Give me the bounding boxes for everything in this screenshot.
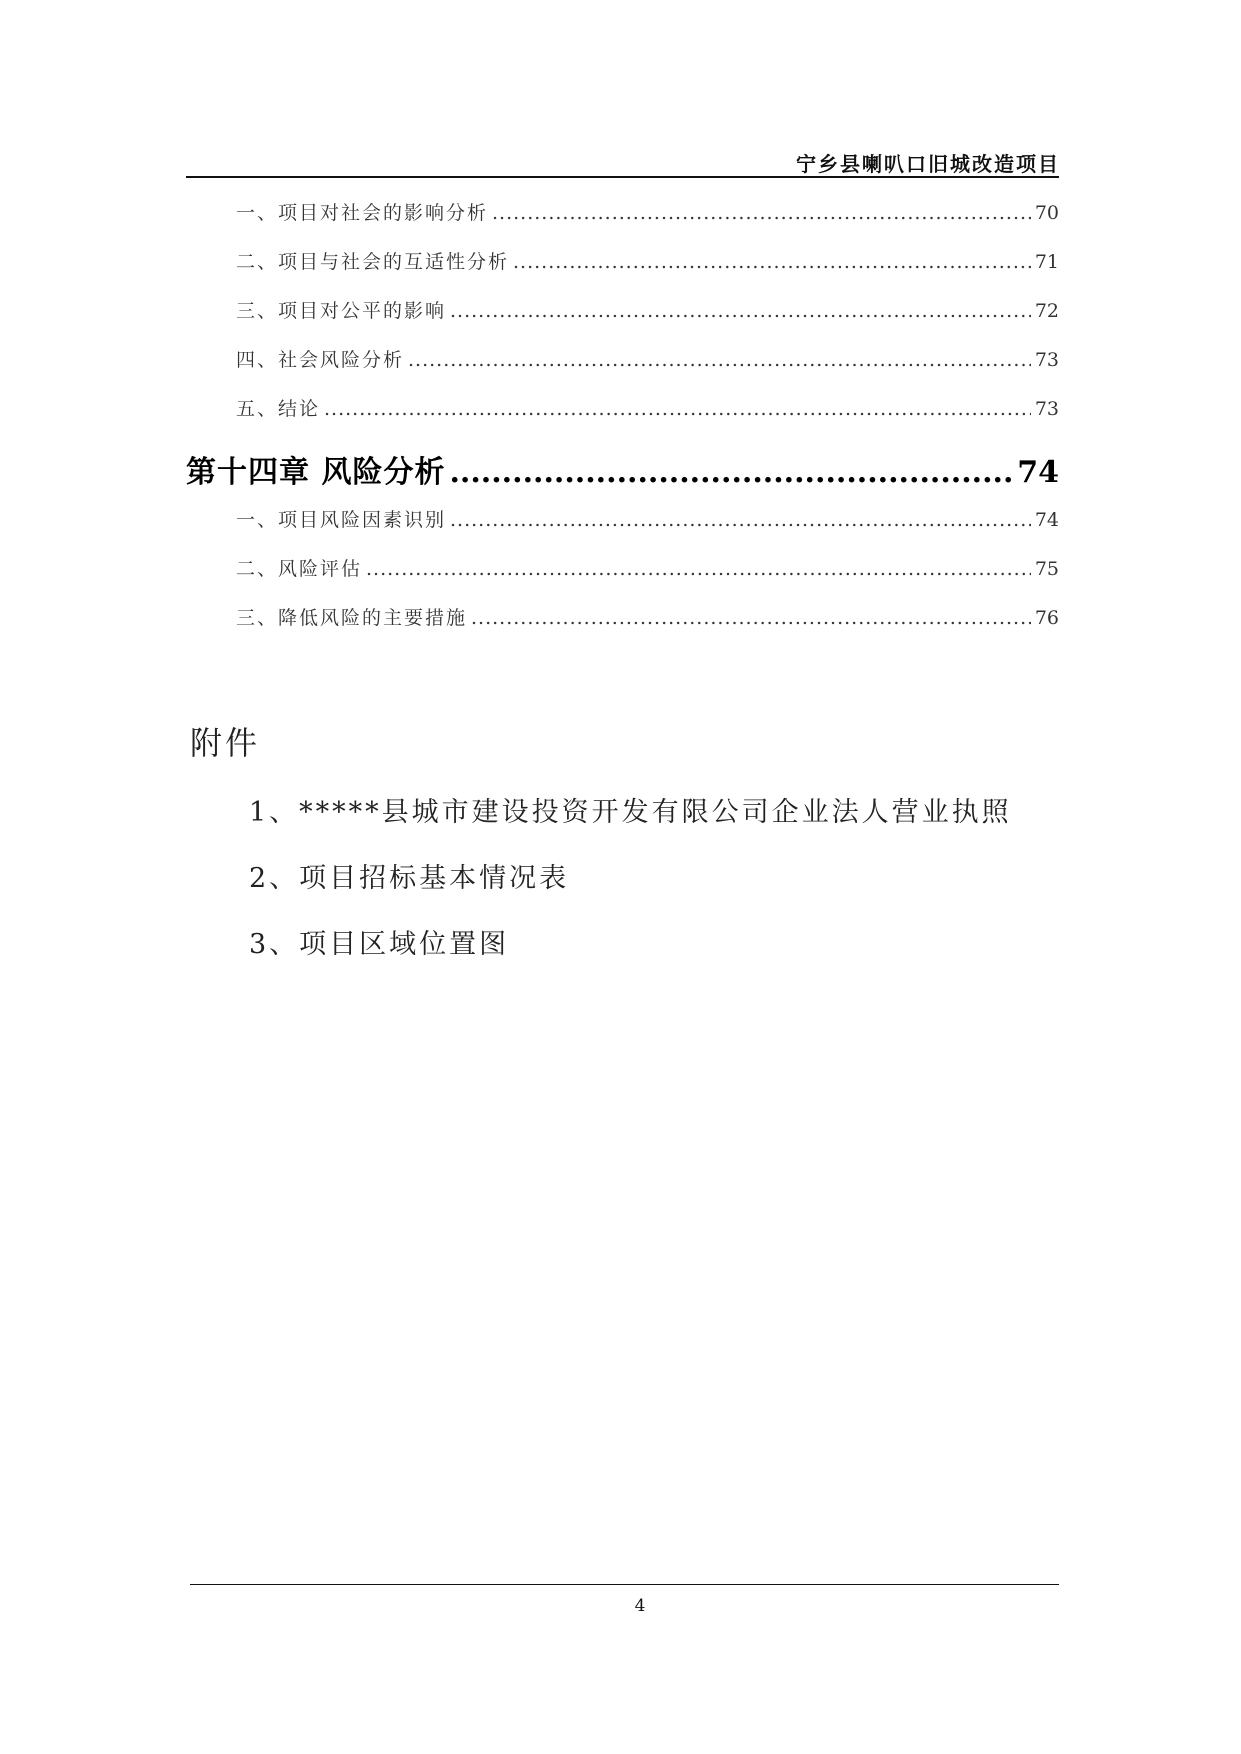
toc-entry-page: 73 <box>1034 398 1059 420</box>
table-of-contents <box>186 198 1059 652</box>
toc-leader-dots <box>449 455 1013 490</box>
toc-entry-page: 76 <box>1034 607 1059 629</box>
toc-entry[interactable] <box>186 505 1059 554</box>
toc-entry[interactable] <box>186 394 1059 443</box>
toc-entry-label: 二、风险评估 <box>236 558 363 580</box>
appendix-item: 3、项目区域位置图 <box>249 929 510 960</box>
toc-entry-label: 五、结论 <box>236 398 321 420</box>
running-header-title: 宁乡县喇叭口旧城改造项目 <box>796 152 1060 176</box>
toc-leader-dots <box>408 349 1031 371</box>
appendix-item: 2、项目招标基本情况表 <box>249 863 570 894</box>
toc-entry-label: 四、社会风险分析 <box>236 349 405 371</box>
toc-leader-dots <box>366 558 1031 580</box>
toc-entry[interactable] <box>186 554 1059 603</box>
toc-entry-page: 70 <box>1034 202 1059 224</box>
toc-entry-label: 三、降低风险的主要措施 <box>236 607 468 629</box>
toc-entry[interactable] <box>186 296 1059 345</box>
toc-entry-page: 72 <box>1034 300 1059 322</box>
page-number: 4 <box>634 1596 646 1616</box>
toc-chapter-page: 74 <box>1017 455 1059 490</box>
toc-leader-dots <box>450 509 1031 531</box>
toc-entry[interactable] <box>186 345 1059 394</box>
toc-entry-page: 75 <box>1034 558 1059 580</box>
appendix-heading: 附件 <box>190 724 261 762</box>
toc-leader-dots <box>492 202 1031 224</box>
header-divider <box>186 176 1059 178</box>
toc-entry[interactable] <box>186 198 1059 247</box>
toc-leader-dots <box>324 398 1031 420</box>
toc-chapter-entry[interactable] <box>186 447 1059 505</box>
toc-entry-label: 一、项目风险因素识别 <box>236 509 447 531</box>
toc-entry[interactable] <box>186 603 1059 652</box>
toc-leader-dots <box>450 300 1031 322</box>
toc-entry-page: 73 <box>1034 349 1059 371</box>
toc-chapter-label: 第十四章 风险分析 <box>186 455 446 490</box>
toc-entry-label: 一、项目对社会的影响分析 <box>236 202 489 224</box>
toc-entry[interactable] <box>186 247 1059 296</box>
toc-leader-dots <box>471 607 1031 629</box>
toc-entry-label: 三、项目对公平的影响 <box>236 300 447 322</box>
footer-divider <box>190 1584 1059 1585</box>
toc-entry-page: 71 <box>1034 251 1059 273</box>
toc-entry-page: 74 <box>1034 509 1059 531</box>
appendix-item: 1、*****县城市建设投资开发有限公司企业法人营业执照 <box>249 797 1012 828</box>
toc-leader-dots <box>513 251 1031 273</box>
toc-entry-label: 二、项目与社会的互适性分析 <box>236 251 510 273</box>
